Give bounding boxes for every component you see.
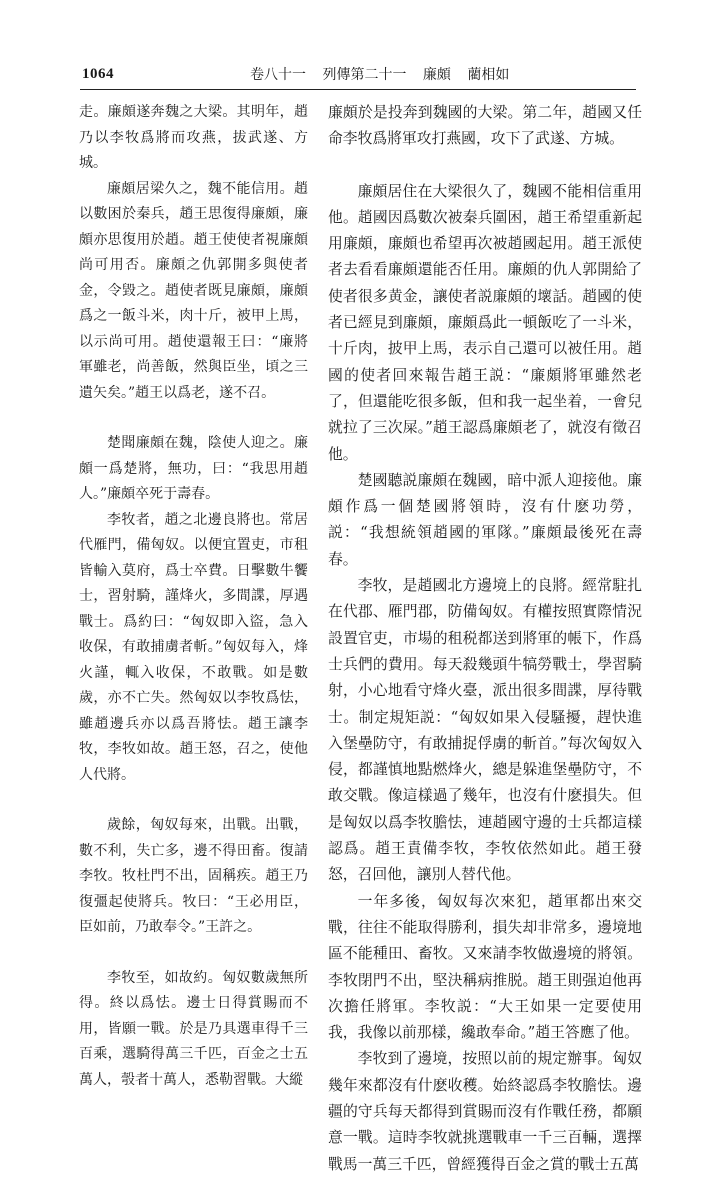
header-rule [80, 89, 636, 90]
translation-paragraph: 李牧，是趙國北方邊境上的良將。經常駐扎在代郡、雁門郡，防備匈奴。有權按照實際情況設置官吏，市場的租税都送到將軍的帳下，作爲士兵們的費用。每天殺幾頭牛犒勞戰士，學習騎射，小心地看守烽火臺，派出很多間諜，厚待戰士。制定規矩説：“匈奴如果入侵騷擾，趕快進入堡壘防守，有敢捕捉俘虜的斬首。”每次匈奴入侵，都謹慎地點燃烽火，總是躲進堡壘防守，不敢交戰。像這樣過了幾年，也沒有什麽損失。但是匈奴以爲李牧膽怯，連趙國守邊的士兵都這樣認爲。趙王責備李牧，李牧依然如此。趙王發怒，召回他，讓別人替代他。 [328, 577, 642, 884]
paragraph-gap [328, 153, 642, 179]
translation-text-column [328, 100, 642, 1173]
page-number: 1064 [82, 66, 114, 82]
subject-lian-po: 廉頗 [422, 67, 451, 83]
running-head [250, 64, 521, 84]
paragraph-gap [79, 788, 308, 813]
classical-paragraph: 廉頗居梁久之，魏不能信用。趙以數困於秦兵，趙王思復得廉頗，廉頗亦思復用於趙。趙王使使者視廉頗尚可用否。廉頗之仇郭開多與使者金，令毀之。趙使者既見廉頗，廉頗爲之一飯斗米，肉十斤，被甲上馬，以示尚可用。趙使還報王曰：“廉將軍雖老，尚善飯，然與臣坐，頃之三遺矢矣。”趙王以爲老，遂不召。 [79, 180, 308, 401]
classical-paragraph: 走。廉頗遂奔魏之大梁。其明年，趙乃以李牧爲將而攻燕，拔武遂、方城。 [79, 104, 308, 171]
paragraph-gap [79, 406, 308, 431]
classical-text-column [79, 100, 308, 1088]
chapter-label: 列傳第二十一 [322, 67, 407, 83]
subject-lin-xiangru: 藺相如 [467, 67, 510, 83]
classical-paragraph: 李牧至，如故約。匈奴數歲無所得。終以爲怯。邊士日得賞賜而不用，皆願一戰。於是乃具選車得千三百乘，選騎得萬三千匹，百金之士五萬人，彀者十萬人，悉勒習戰。大縱 [79, 969, 308, 1088]
translation-paragraph: 李牧到了邊境，按照以前的規定辦事。匈奴幾年來都沒有什麽收穫。始終認爲李牧膽怯。邊疆的守兵每天都得到賞賜而沒有作戰任務，都願意一戰。這時李牧就挑選戰車一千三百輛，選擇戰馬一萬三千匹，曾經獲得百金之賞的戰士五萬 [328, 1050, 642, 1173]
translation-paragraph: 楚國聽説廉頗在魏國，暗中派人迎接他。廉頗作爲一個楚國將領時，沒有什麽功勞，説：“我想統領趙國的軍隊。”廉頗最後死在壽春。 [328, 471, 642, 568]
translation-paragraph: 廉頗居住在大梁很久了，魏國不能相信重用他。趙國因爲數次被秦兵圍困，趙王希望重新起用廉頗，廉頗也希望再次被趙國起用。趙王派使者去看看廉頗還能否任用。廉頗的仇人郭開給了使者很多黄金，讓使者説廉頗的壞話。趙國的使者已經見到廉頗，廉頗爲此一頓飯吃了一斗米，十斤肉，披甲上馬，表示自己還可以被任用。趙國的使者回來報告趙王説：“廉頗將軍雖然老了，但還能吃很多飯，但和我一起坐着，一會兒就拉了三次屎。”趙王認爲廉頗老了，就沒有徵召他。 [328, 182, 642, 463]
classical-paragraph: 歲餘，匈奴每來，出戰。出戰，數不利，失亡多，邊不得田畜。復請李牧。牧杜門不出，固稱疾。趙王乃復彊起使將兵。牧曰：“王必用臣，臣如前，乃敢奉令。”王許之。 [79, 817, 308, 935]
volume-label: 卷八十一 [250, 67, 306, 83]
classical-paragraph: 楚聞廉頗在魏，陰使人迎之。廉頗一爲楚將，無功，曰：“我思用趙人。”廉頗卒死于壽春。 [79, 435, 308, 502]
translation-paragraph: 一年多後，匈奴每次來犯，趙軍都出來交戰，往往不能取得勝利，損失却非常多，邊境地區不能種田、畜牧。又來請李牧做邊境的將領。李牧閉門不出，堅決稱病推脱。趙王則强迫他再次擔任將軍。李牧説：“大王如果一定要使用我，我像以前那樣，纔敢奉命。”趙王答應了他。 [328, 892, 642, 1042]
translation-paragraph: 廉頗於是投奔到魏國的大梁。第二年，趙國又任命李牧爲將軍攻打燕國，攻下了武遂、方城。 [328, 104, 642, 148]
paragraph-gap [79, 941, 308, 966]
classical-paragraph: 李牧者，趙之北邊良將也。常居代雁門，備匈奴。以便宜置吏，市租皆輸入莫府，爲士卒費。日擊數牛饗士，習射騎，謹烽火，多間諜，厚遇戰士。爲約曰：“匈奴即入盜，急入收保，有敢捕虜者斬。”匈奴每入，烽火謹，輒入收保，不敢戰。如是數歲，亦不亡失。然匈奴以李牧爲怯，雖趙邊兵亦以爲吾將怯。趙王讓李牧，李牧如故。趙王怒，召之，使他人代將。 [79, 511, 308, 783]
